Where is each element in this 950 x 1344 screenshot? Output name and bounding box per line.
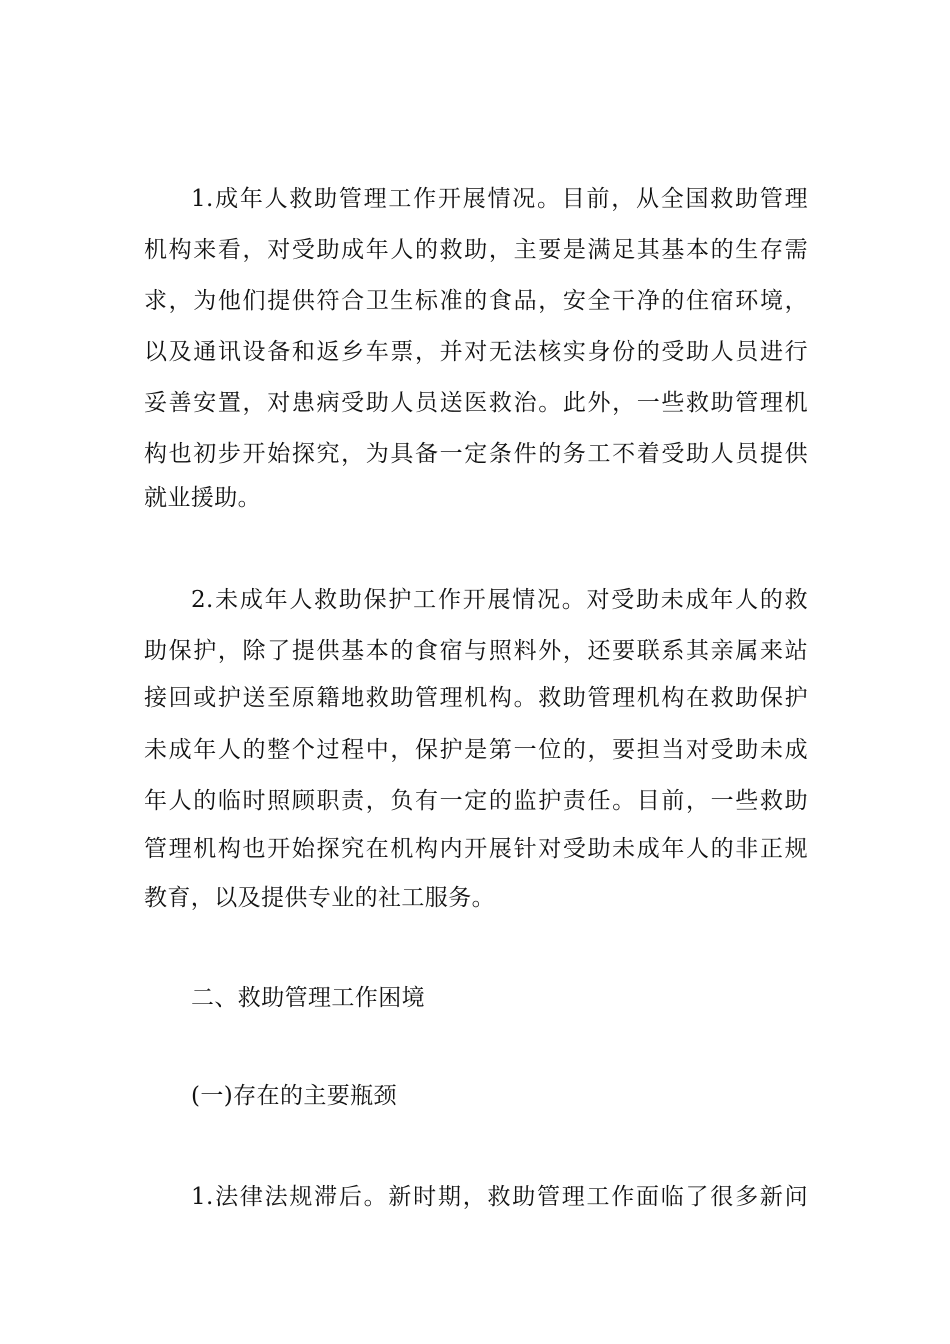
paragraph-2-line-2: 助保护，除了提供基本的食宿与照料外，还要联系其亲属来站 <box>144 638 808 664</box>
paragraph-2-line-3: 接回或护送至原籍地救助管理机构。救助管理机构在救助保护 <box>144 685 808 711</box>
paragraph-2-line-1: 2.未成年人救助保护工作开展情况。对受助未成年人的救 <box>191 587 808 613</box>
paragraph-1-line-6: 构也初步开始探究，为具备一定条件的务工不着受助人员提供 <box>144 441 808 467</box>
paragraph-3-line-1: 1.法律法规滞后。新时期，救助管理工作面临了很多新问 <box>191 1184 808 1210</box>
paragraph-2-line-7: 教育，以及提供专业的社工服务。 <box>144 885 495 911</box>
paragraph-1-line-2: 机构来看，对受助成年人的救助，主要是满足其基本的生存需 <box>144 237 808 263</box>
paragraph-2-line-6: 管理机构也开始探究在机构内开展针对受助未成年人的非正规 <box>144 836 808 862</box>
section-heading: 二、救助管理工作困境 <box>191 985 425 1011</box>
paragraph-1-line-4: 以及通讯设备和返乡车票，并对无法核实身份的受助人员进行 <box>144 339 808 365</box>
paragraph-2-line-5: 年人的临时照顾职责，负有一定的监护责任。目前，一些救助 <box>144 788 808 814</box>
paragraph-2-line-4: 未成年人的整个过程中，保护是第一位的，要担当对受助未成 <box>144 737 808 763</box>
paragraph-1-line-1: 1.成年人救助管理工作开展情况。目前，从全国救助管理 <box>191 186 808 212</box>
paragraph-1-line-5: 妥善安置，对患病受助人员送医救治。此外，一些救助管理机 <box>144 390 808 416</box>
subsection-heading: (一)存在的主要瓶颈 <box>191 1083 397 1109</box>
paragraph-1-line-3: 求，为他们提供符合卫生标准的食品，安全干净的住宿环境， <box>144 288 808 314</box>
paragraph-1-line-7: 就业援助。 <box>144 485 261 511</box>
